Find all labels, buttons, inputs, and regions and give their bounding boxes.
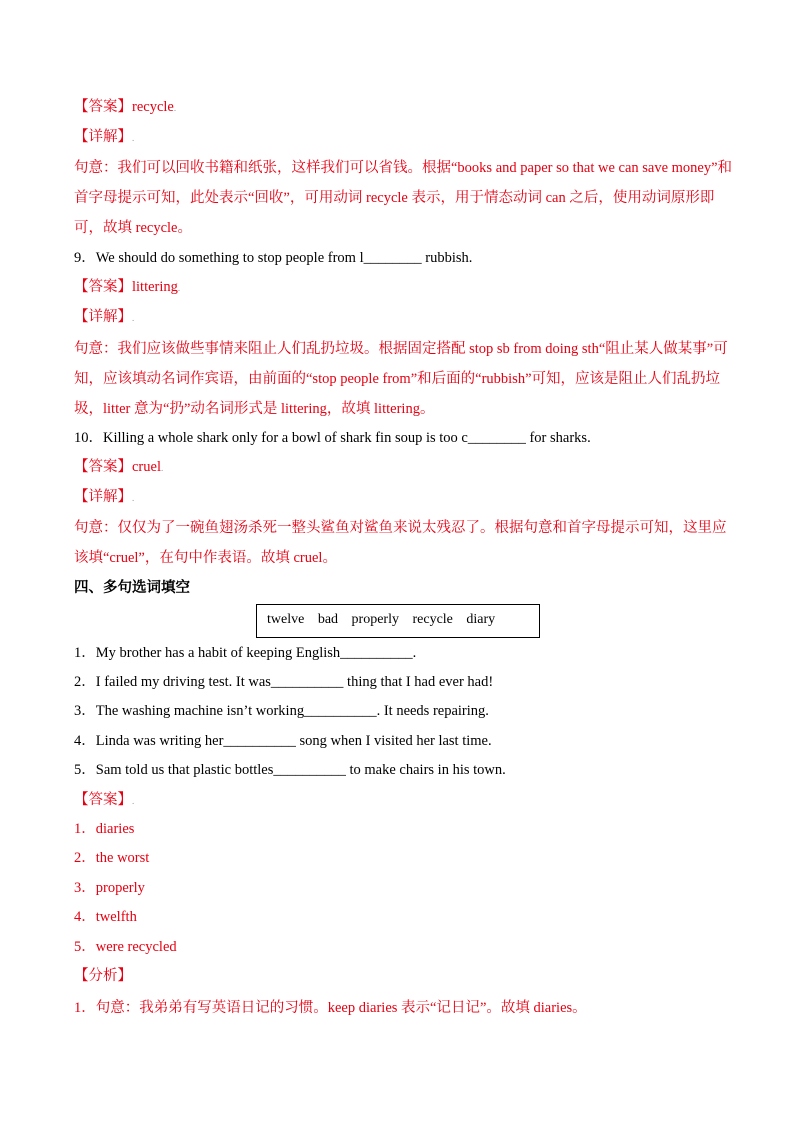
question-item: 5．Sam told us that plastic bottles__________ to make chairs in his town. <box>74 762 506 778</box>
answer-label: 【答案】 <box>74 99 132 115</box>
q9-detail-row: 【详解】. <box>74 309 135 325</box>
analysis-label: 【分析】 <box>74 968 132 984</box>
answer-label: 【答案】 <box>74 279 132 295</box>
answer-label: 【答案】 <box>74 459 132 475</box>
q8-explanation: 句意：我们可以回收书籍和纸张，这样我们可以省钱。根据“books and paper so that we can save money”和首字母提示可知，此处表示“回收”，可用动词 recycle 表示，用于情态动词 can 之后，使用动词原形即可，故填 recycle。 <box>74 160 733 236</box>
section4-answer-label-row: 【答案】. <box>74 792 135 808</box>
q9-answer: littering <box>132 279 178 295</box>
q9-explanation: 句意：我们应该做些事情来阻止人们乱扔垃圾。根据固定搭配 stop sb from doing sth“阻止某人做某事”可知，应该填动名词作宾语，由前面的“stop people from”和后面的“rubbish”可知，应该是阻止人们乱扔垃圾，litter 意为“扔”动名词形式是 littering，故填 littering。 <box>74 341 728 417</box>
question-item: 1．My brother has a habit of keeping English__________. <box>74 645 417 661</box>
answer-label: 【答案】 <box>74 792 132 808</box>
answer-item: 5．were recycled <box>74 939 177 955</box>
detail-label: 【详解】 <box>74 129 132 145</box>
word-box-item: recycle <box>412 612 453 627</box>
question-item: 3．The washing machine isn’t working__________. It needs repairing. <box>74 703 489 719</box>
q10-answer: cruel <box>132 459 161 475</box>
answer-item: 1．diaries <box>74 821 135 837</box>
word-box-item: bad <box>317 612 339 627</box>
q10-answer-row: 【答案】cruel. <box>74 459 164 475</box>
q8-detail-row: 【详解】. <box>74 129 135 145</box>
answer-item: 4．twelfth <box>74 909 137 925</box>
analysis-item: 1．句意：我弟弟有写英语日记的习惯。keep diaries 表示“记日记”。故填 diaries。 <box>74 1000 587 1016</box>
answer-item: 2．the worst <box>74 850 150 866</box>
word-box-item: properly <box>351 612 399 627</box>
detail-label: 【详解】 <box>74 309 132 325</box>
q10-explanation: 句意：仅仅为了一碗鱼翅汤杀死一整头鲨鱼对鲨鱼来说太残忍了。根据句意和首字母提示可知，这里应该填“cruel”，在句中作表语。故填 cruel。 <box>74 520 727 566</box>
detail-label: 【详解】 <box>74 489 132 505</box>
q8-answer: recycle <box>132 99 174 115</box>
question-item: 4．Linda was writing her__________ song when I visited her last time. <box>74 733 492 749</box>
question-item: 2．I failed my driving test. It was__________ thing that I had ever had! <box>74 674 494 690</box>
q10-question: 10．Killing a whole shark only for a bowl of shark fin soup is too c________ for sharks. <box>74 430 591 446</box>
q9-question: 9．We should do something to stop people from l________ rubbish. <box>74 250 473 266</box>
word-box <box>256 604 540 638</box>
q8-answer-row: 【答案】recycle. <box>74 99 177 115</box>
answer-item: 3．properly <box>74 880 145 896</box>
word-box-item: diary <box>466 612 496 627</box>
section-title: 四、多句选词填空 <box>74 580 190 596</box>
word-box-item: twelve <box>267 612 305 627</box>
q10-detail-row: 【详解】. <box>74 489 135 505</box>
q9-answer-row: 【答案】littering. <box>74 279 181 295</box>
